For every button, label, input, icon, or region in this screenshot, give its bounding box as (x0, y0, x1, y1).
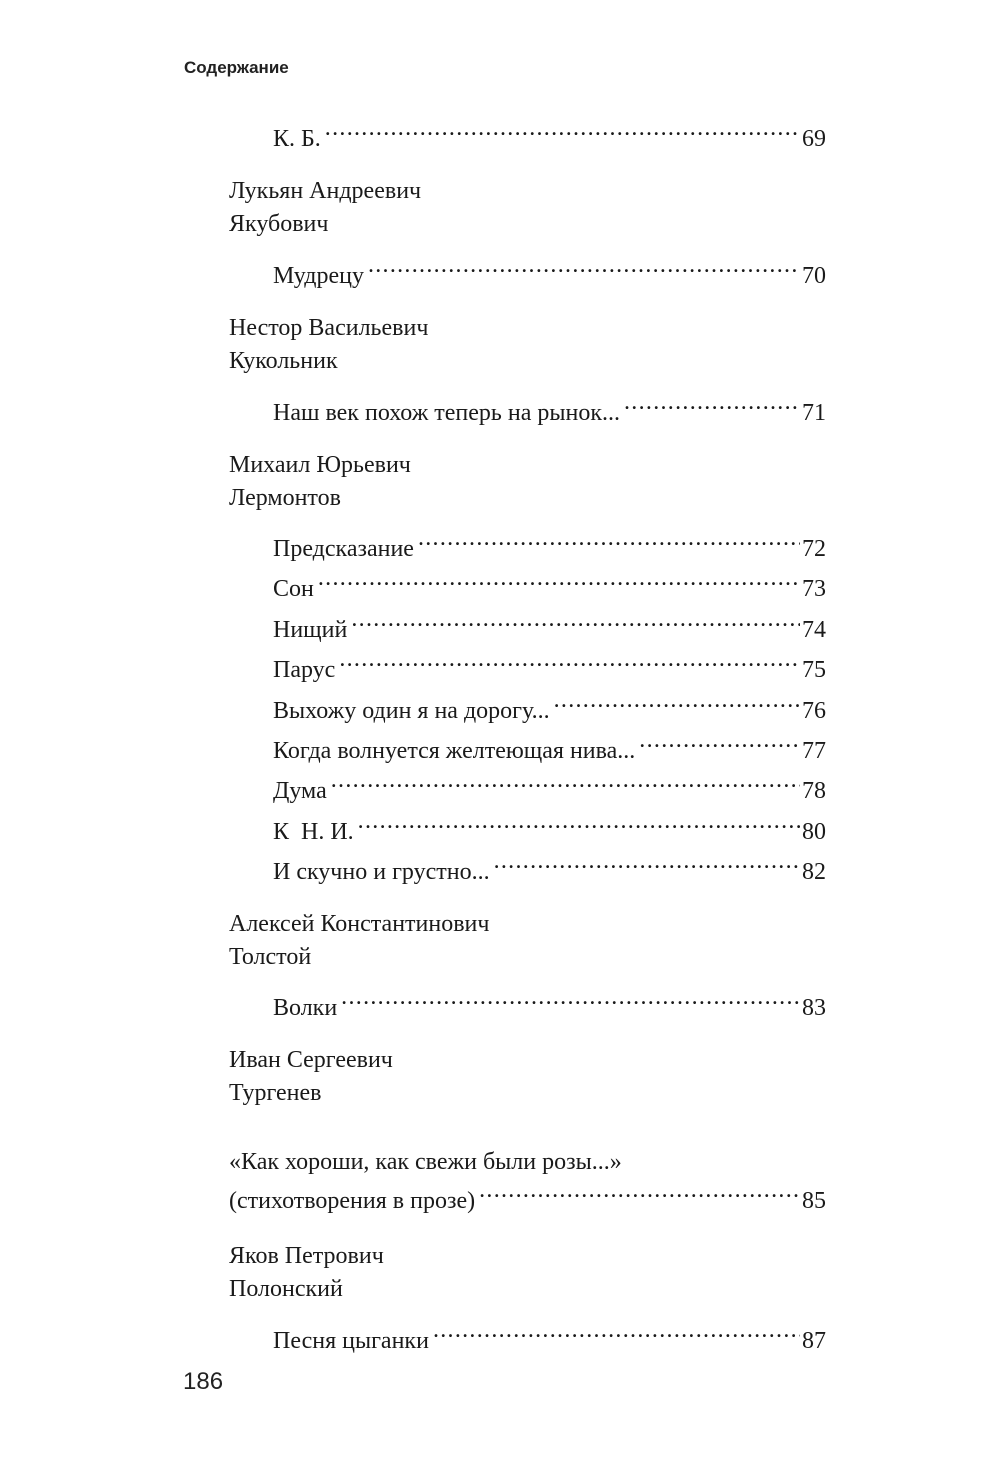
toc-entry[interactable] (273, 688, 826, 726)
entry-title: Волки (273, 995, 338, 1021)
author-last-name: Кукольник (229, 348, 338, 374)
page-number: 186 (183, 1368, 224, 1395)
dot-leader (639, 728, 800, 758)
entry-title-line1: «Как хороши, как свежи были розы...» (229, 1149, 622, 1175)
author-first-name: Яков Петрович (229, 1243, 384, 1269)
entry-title: Нищий (273, 617, 348, 643)
dot-leader (418, 526, 800, 556)
entry-page: 72 (802, 536, 826, 562)
entry-title: К. Б. (273, 126, 321, 152)
author-last-name: Толстой (229, 944, 312, 970)
author-last-name: Тургенев (229, 1080, 322, 1106)
author-first-name: Алексей Константинович (229, 911, 490, 937)
entry-page: 74 (802, 617, 826, 643)
entry-title: Парус (273, 657, 336, 683)
entry-page: 70 (802, 263, 826, 289)
entry-page: 76 (802, 698, 826, 724)
author-first-name: Лукьян Андреевич (229, 178, 422, 204)
author-last-name: Якубович (229, 211, 329, 237)
running-header: Содержание (184, 58, 289, 77)
entry-title: Сон (273, 576, 314, 602)
author-first-name: Иван Сергеевич (229, 1047, 393, 1073)
entry-title: Наш век похож теперь на рынок... (273, 400, 620, 426)
entry-title: (стихотворения в прозе) (229, 1188, 476, 1214)
toc-entry[interactable] (273, 849, 826, 887)
author-last-name: Лермонтов (229, 485, 341, 511)
dot-leader (433, 1318, 800, 1348)
dot-leader (358, 809, 800, 839)
entry-title: К Н. И. (273, 819, 354, 845)
entry-page: 78 (802, 778, 826, 804)
entry-page: 77 (802, 738, 826, 764)
toc-entry[interactable] (273, 116, 826, 154)
entry-page: 69 (802, 126, 826, 152)
dot-leader (318, 566, 800, 596)
entry-title: Песня цыганки (273, 1328, 429, 1354)
dot-leader (331, 768, 800, 798)
toc-entry[interactable] (273, 647, 826, 685)
dot-leader (554, 688, 800, 718)
dot-leader (479, 1178, 800, 1208)
entry-page: 85 (802, 1188, 826, 1214)
toc-entry[interactable] (273, 768, 826, 806)
toc-entry[interactable] (273, 253, 826, 291)
toc-entry[interactable] (273, 607, 826, 645)
toc-entry[interactable] (273, 390, 826, 428)
toc-entry[interactable] (229, 1178, 826, 1216)
dot-leader (494, 849, 800, 879)
entry-page: 73 (802, 576, 826, 602)
toc-entry[interactable] (273, 566, 826, 604)
entry-title: Предсказание (273, 536, 414, 562)
dot-leader (325, 116, 800, 146)
dot-leader (341, 985, 800, 1015)
dot-leader (624, 390, 800, 420)
toc-entry[interactable] (273, 1318, 826, 1356)
author-first-name: Нестор Васильевич (229, 315, 429, 341)
entry-page: 75 (802, 657, 826, 683)
toc-entry[interactable] (273, 809, 826, 847)
entry-title: Когда волнуется желтеющая нива... (273, 738, 636, 764)
toc-entry[interactable] (273, 985, 826, 1023)
entry-page: 87 (802, 1328, 826, 1354)
toc-entry[interactable] (273, 526, 826, 564)
dot-leader (351, 607, 800, 637)
entry-page: 82 (802, 859, 826, 885)
entry-title: И скучно и грустно... (273, 859, 490, 885)
toc-entry[interactable] (273, 728, 826, 766)
entry-title: Выхожу один я на дорогу... (273, 698, 550, 724)
entry-page: 71 (802, 400, 826, 426)
entry-title: Дума (273, 778, 327, 804)
entry-title: Мудрецу (273, 263, 364, 289)
dot-leader (339, 647, 800, 677)
entry-page: 80 (802, 819, 826, 845)
author-first-name: Михаил Юрьевич (229, 452, 411, 478)
entry-page: 83 (802, 995, 826, 1021)
dot-leader (368, 253, 800, 283)
author-last-name: Полонский (229, 1276, 343, 1302)
